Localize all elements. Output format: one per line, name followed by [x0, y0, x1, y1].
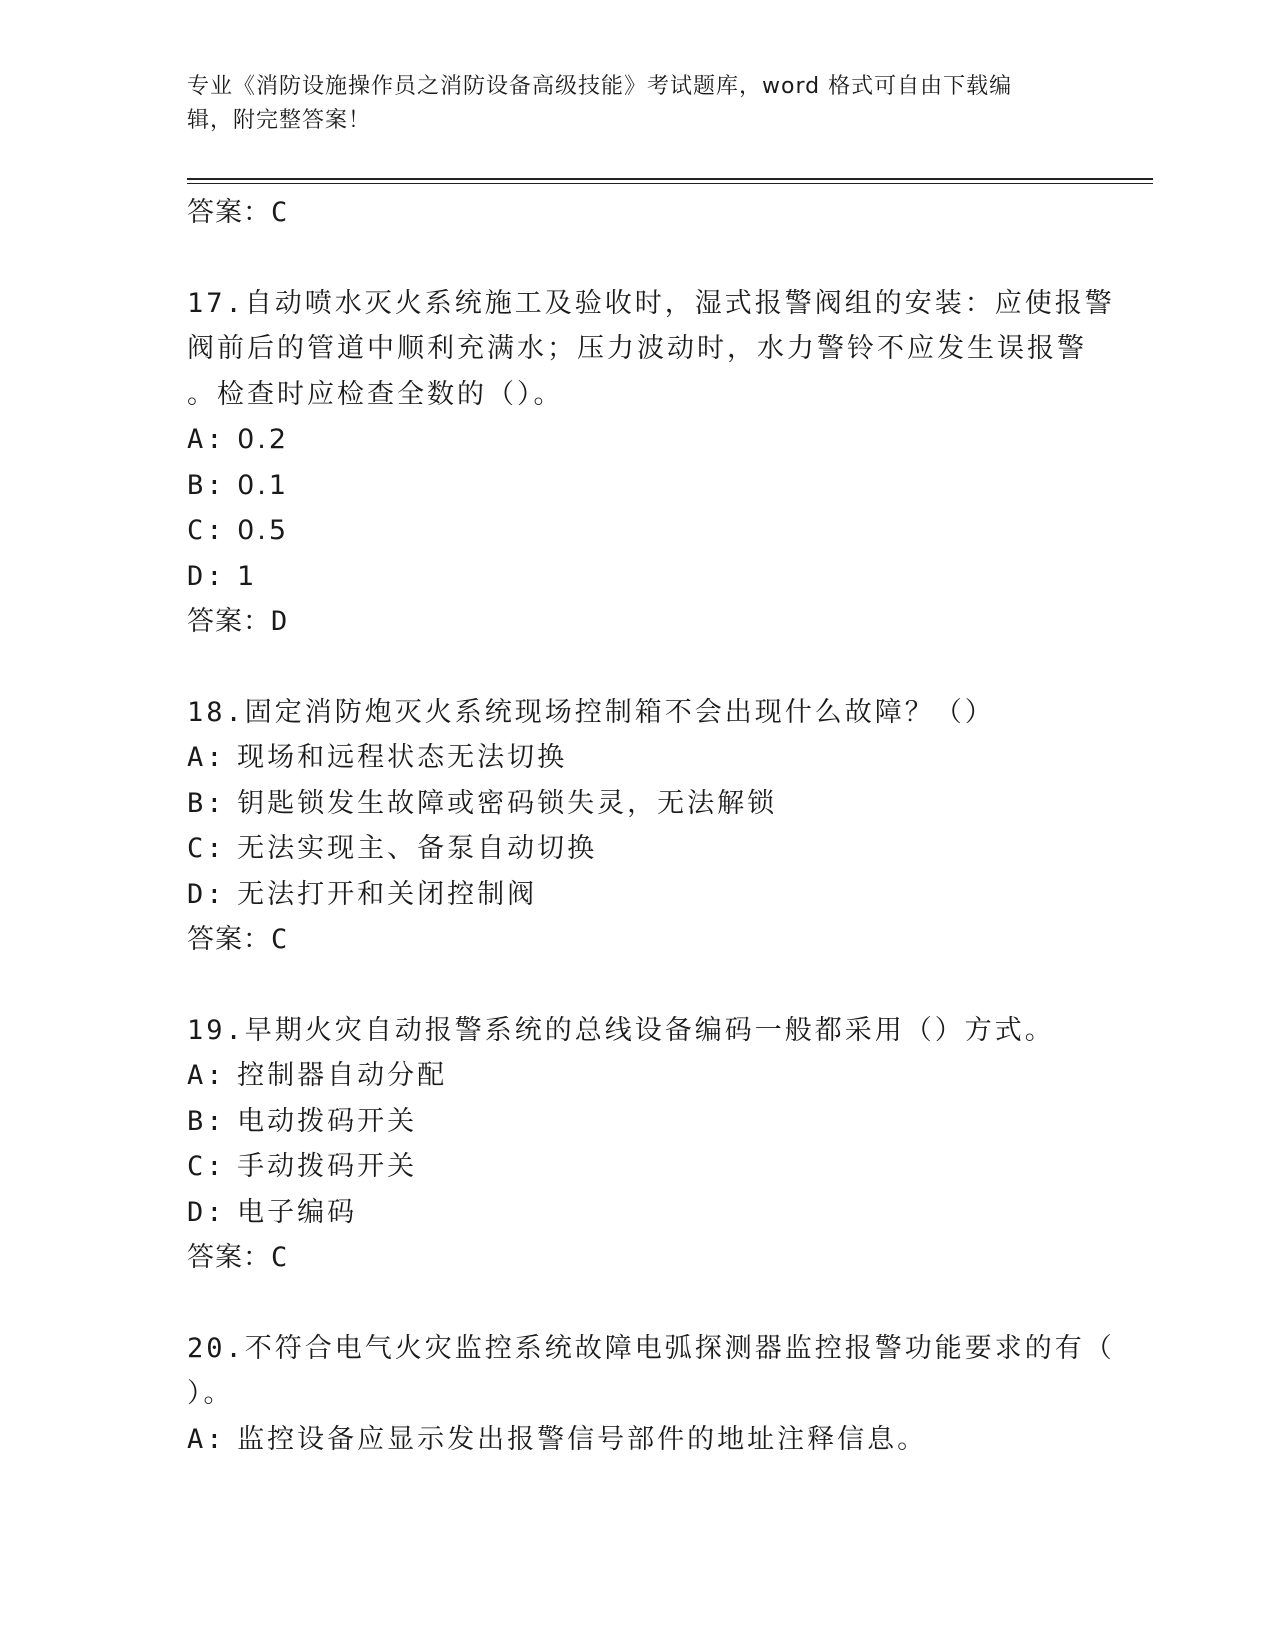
- question-number: 17.: [187, 287, 245, 319]
- question-19: [187, 1008, 1087, 1281]
- option-letter: D:: [187, 560, 226, 592]
- option-a: [187, 735, 1087, 781]
- answer-value: C: [271, 1242, 289, 1273]
- option-text: 电动拨码开关: [237, 1105, 418, 1137]
- question-18: [187, 690, 1087, 963]
- spacer: [187, 645, 1087, 690]
- spacer: [187, 1281, 1087, 1326]
- option-letter: C:: [187, 515, 226, 546]
- option-d: [187, 1190, 1087, 1236]
- header-divider-thin: [187, 183, 1153, 184]
- option-text: 0.5: [237, 515, 290, 546]
- option-letter: B:: [187, 469, 226, 501]
- option-text: 0.1: [237, 469, 290, 501]
- answer-value: C: [271, 924, 289, 955]
- option-c: [187, 508, 1087, 554]
- option-letter: B:: [187, 787, 226, 819]
- option-b: [187, 463, 1087, 509]
- header-line-2: 辑，附完整答案！: [187, 108, 372, 133]
- answer-label: 答案：: [187, 606, 271, 637]
- option-letter: C:: [187, 1151, 226, 1182]
- option-c: [187, 1144, 1087, 1190]
- option-a: [187, 1417, 1087, 1463]
- question-text: 不符合电气火灾监控系统故障电弧探测器监控报警功能要求的有（: [244, 1332, 1115, 1364]
- question-text: 固定消防炮灭火系统现场控制箱不会出现什么故障？（）: [244, 696, 995, 728]
- option-a: [187, 1053, 1087, 1099]
- question-20: [187, 1326, 1115, 1463]
- option-text: 0.2: [237, 424, 290, 455]
- question-number: 20.: [187, 1332, 245, 1364]
- option-text: 手动拨码开关: [237, 1151, 418, 1182]
- option-c: [187, 826, 1087, 872]
- header-divider-thick: [187, 178, 1153, 180]
- question-text-line: [187, 1326, 1115, 1372]
- question-17: [187, 281, 1115, 645]
- option-letter: D:: [187, 878, 226, 910]
- option-letter: C:: [187, 833, 226, 864]
- option-text: 无法实现主、备泵自动切换: [237, 833, 598, 864]
- answer-line: [187, 599, 1087, 645]
- spacer: [187, 963, 1087, 1008]
- option-letter: A:: [187, 424, 226, 455]
- answer-line: [187, 917, 1087, 963]
- question-text-line: [187, 281, 1115, 327]
- answer-value: D: [271, 606, 289, 637]
- option-a: [187, 417, 1087, 463]
- answer-line-16: [187, 190, 1087, 236]
- option-text: 电子编码: [237, 1196, 358, 1228]
- answer-value: C: [271, 197, 289, 228]
- option-b: [187, 1099, 1087, 1145]
- option-text: 钥匙锁发生故障或密码锁失灵，无法解锁: [237, 787, 778, 819]
- question-text: 自动喷水灭火系统施工及验收时，湿式报警阀组的安装：应使报警: [244, 287, 1115, 319]
- question-text-line: 阀前后的管道中顺利充满水；压力波动时，水力警铃不应发生误报警: [187, 333, 1087, 364]
- header-line-1: 专业《消防设施操作员之消防设备高级技能》考试题库，word 格式可自由下载编: [187, 74, 1013, 99]
- page-header: [187, 70, 1087, 138]
- option-d: [187, 554, 1087, 600]
- question-number: 19.: [187, 1014, 245, 1046]
- option-text: 监控设备应显示发出报警信号部件的地址注释信息。: [237, 1423, 928, 1455]
- question-number: 18.: [187, 696, 245, 728]
- option-letter: D:: [187, 1196, 226, 1228]
- question-text: 早期火灾自动报警系统的总线设备编码一般都采用（）方式。: [244, 1014, 1055, 1046]
- answer-label: 答案：: [187, 924, 271, 955]
- answer-label: 答案：: [187, 1242, 271, 1273]
- option-letter: A:: [187, 1423, 226, 1455]
- question-text-line: [187, 690, 1087, 736]
- answer-line: [187, 1235, 1087, 1281]
- question-text-line: ）。: [187, 1378, 234, 1409]
- spacer: [187, 236, 1087, 281]
- question-text-line: 。检查时应检查全数的（）。: [187, 378, 564, 410]
- answer-label: 答案：: [187, 197, 271, 228]
- option-letter: A:: [187, 742, 226, 773]
- option-d: [187, 872, 1087, 918]
- option-letter: B:: [187, 1105, 226, 1137]
- question-text-line: [187, 1008, 1087, 1054]
- option-text: 1: [237, 560, 258, 592]
- option-b: [187, 781, 1087, 827]
- option-text: 无法打开和关闭控制阀: [237, 878, 538, 910]
- option-letter: A:: [187, 1060, 226, 1091]
- option-text: 现场和远程状态无法切换: [237, 742, 568, 773]
- option-text: 控制器自动分配: [237, 1060, 448, 1091]
- document-body: [187, 190, 1115, 1462]
